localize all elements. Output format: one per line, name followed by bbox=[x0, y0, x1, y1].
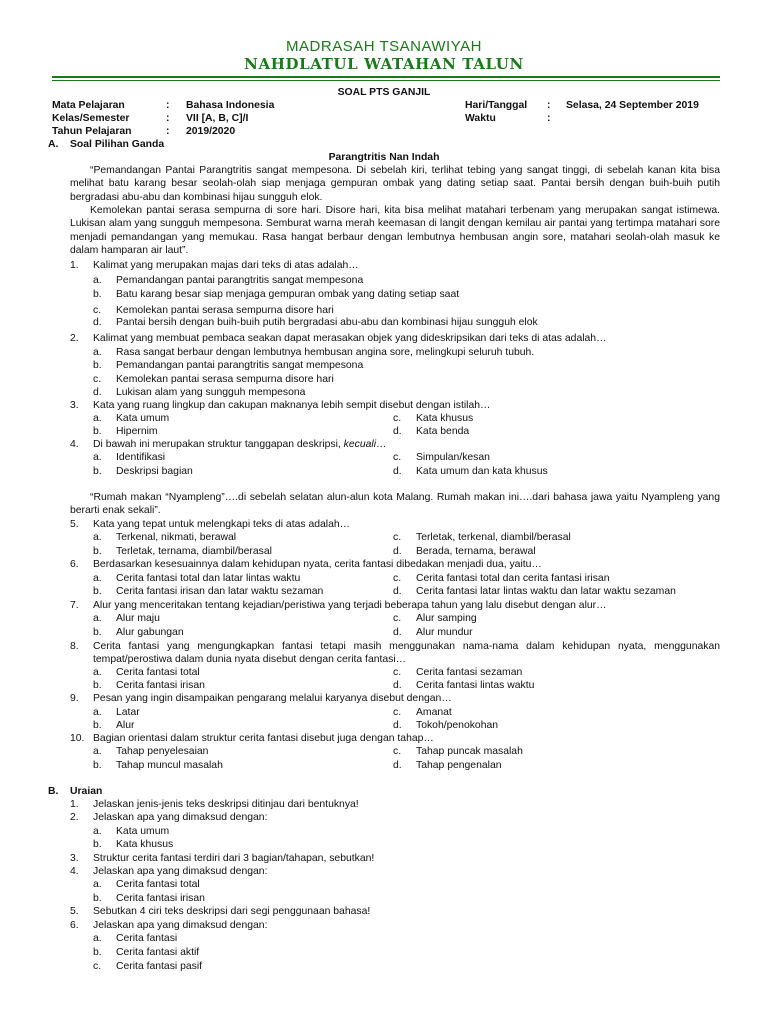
exam-title: SOAL PTS GANJIL bbox=[337, 87, 431, 98]
question-number: 7. bbox=[70, 600, 79, 611]
option-text: Pemandangan pantai parangtritis sangat mempesona bbox=[116, 275, 364, 286]
option-text: Pantai bersih dengan buih-buih putih bergradasi abu-abu dan kombinasi hijau sungguh elok bbox=[116, 317, 538, 328]
option-letter: c. bbox=[93, 374, 102, 385]
option-text: Alur bbox=[116, 720, 135, 731]
question-text: Berdasarkan kesesuainnya dalam kehidupan nyata, cerita fantasi dibedakan menjadi dua, yaitu… bbox=[93, 559, 542, 570]
option-letter: d. bbox=[93, 387, 102, 398]
essay-sub-text: Cerita fantasi bbox=[116, 933, 178, 944]
option-text: Terletak, ternama, diambil/berasal bbox=[116, 546, 272, 557]
option-text: Tahap penyelesaian bbox=[116, 746, 209, 757]
year-value: 2019/2020 bbox=[186, 126, 236, 137]
option-text: Tahap puncak masalah bbox=[416, 746, 523, 757]
option-text: Alur mundur bbox=[416, 627, 473, 638]
option-letter: b. bbox=[93, 546, 102, 557]
option-letter: b. bbox=[93, 720, 102, 731]
option-text: Cerita fantasi sezaman bbox=[416, 667, 523, 678]
option-letter: b. bbox=[93, 680, 102, 691]
colon: : bbox=[547, 113, 551, 124]
option-letter: a. bbox=[93, 613, 102, 624]
essay-sub-letter: b. bbox=[93, 947, 102, 958]
option-letter: d. bbox=[393, 627, 402, 638]
essay-sub-letter: c. bbox=[93, 961, 102, 972]
reading-paragraph-3: “Rumah makan “Nyampleng”….di sebelah selatan alun-alun kota Malang. Rumah makan ini….dari bahasa jawa yaitu Nyampleng yang berarti enak sekali”. bbox=[70, 492, 720, 517]
option-letter: d. bbox=[393, 720, 402, 731]
essay-sub-text: Cerita fantasi pasif bbox=[116, 961, 203, 972]
year-label: Tahun Pelajaran bbox=[52, 126, 132, 137]
date-label: Hari/Tanggal bbox=[465, 100, 528, 111]
option-letter: c. bbox=[93, 305, 102, 316]
essay-text: Struktur cerita fantasi terdiri dari 3 bagian/tahapan, sebutkan! bbox=[93, 853, 375, 864]
essay-text: Jelaskan apa yang dimaksud dengan: bbox=[93, 920, 268, 931]
option-letter: b. bbox=[93, 627, 102, 638]
section-b-title: Uraian bbox=[70, 786, 103, 797]
option-text: Kata khusus bbox=[416, 413, 474, 424]
option-text: Simpulan/kesan bbox=[416, 452, 490, 463]
option-letter: d. bbox=[393, 426, 402, 437]
question-number: 5. bbox=[70, 519, 79, 530]
option-text: Terletak, terkenal, diambil/berasal bbox=[416, 532, 571, 543]
school-name-line1: MADRASAH TSANAWIYAH bbox=[286, 38, 482, 55]
option-text: Hipernim bbox=[116, 426, 158, 437]
essay-sub-letter: b. bbox=[93, 839, 102, 850]
essay-text: Sebutkan 4 ciri teks deskripsi dari segi penggunaan bahasa! bbox=[93, 906, 371, 917]
essay-sub-text: Cerita fantasi irisan bbox=[116, 893, 205, 904]
option-letter: d. bbox=[393, 546, 402, 557]
option-text: Terkenal, nikmati, berawal bbox=[116, 532, 237, 543]
question-number: 2. bbox=[70, 333, 79, 344]
school-name-line2: NAHDLATUL WATAHAN TALUN bbox=[244, 55, 524, 73]
option-text: Tahap muncul masalah bbox=[116, 760, 223, 771]
option-text: Alur samping bbox=[416, 613, 477, 624]
question-text: Alur yang menceritakan tentang kejadian/peristiwa yang terjadi beberapa tahun yang lalu disebut dengan alur… bbox=[93, 600, 607, 611]
option-text: Lukisan alam yang sungguh mempesona bbox=[116, 387, 306, 398]
colon: : bbox=[547, 100, 551, 111]
question-number: 1. bbox=[70, 260, 79, 271]
option-text: Identifikasi bbox=[116, 452, 166, 463]
option-letter: d. bbox=[93, 317, 102, 328]
option-letter: a. bbox=[93, 532, 102, 543]
option-letter: d. bbox=[393, 586, 402, 597]
option-text: Alur maju bbox=[116, 613, 160, 624]
essay-text: Jelaskan apa yang dimaksud dengan: bbox=[93, 812, 268, 823]
option-text: Amanat bbox=[416, 707, 452, 718]
essay-number: 1. bbox=[70, 799, 79, 810]
subject-value: Bahasa Indonesia bbox=[186, 100, 275, 111]
colon: : bbox=[166, 126, 170, 137]
essay-sub-text: Cerita fantasi total bbox=[116, 879, 200, 890]
essay-number: 2. bbox=[70, 812, 79, 823]
option-letter: d. bbox=[393, 760, 402, 771]
essay-sub-letter: b. bbox=[93, 893, 102, 904]
reading-paragraph-2: Kemolekan pantai serasa sempurna di sore hari. Disore hari, kita bisa melihat matahari terbenam yang merupakan sangat istimewa. Lukisan alam yang sungguh mempesona. Semburat warna merah keemasan di langit dengan kemilau air pantai yang tertimpa matahari sore menjadi pemandangan yang memukau. Rasa hangat berbaur dengan lembutnya hembusan angin sore, matahari seolah-olah masuk ke dalam hamparan air laut”. bbox=[70, 205, 720, 256]
option-letter: a. bbox=[93, 347, 102, 358]
time-label: Waktu bbox=[465, 113, 496, 124]
option-text: Pemandangan pantai parangtritis sangat mempesona bbox=[116, 360, 364, 371]
option-text: Kata umum dan kata khusus bbox=[416, 466, 548, 477]
essay-sub-letter: a. bbox=[93, 933, 102, 944]
option-text: Cerita fantasi total bbox=[116, 667, 200, 678]
option-text: Kemolekan pantai serasa sempurna disore hari bbox=[116, 374, 334, 385]
option-letter: c. bbox=[393, 573, 402, 584]
option-text: Latar bbox=[116, 707, 140, 718]
essay-number: 4. bbox=[70, 866, 79, 877]
option-letter: a. bbox=[93, 275, 102, 286]
option-letter: a. bbox=[93, 746, 102, 757]
option-letter: a. bbox=[93, 707, 102, 718]
class-value: VII [A, B, C]/I bbox=[186, 113, 249, 124]
option-text: Cerita fantasi latar lintas waktu dan latar waktu sezaman bbox=[416, 586, 676, 597]
question-number: 10. bbox=[70, 733, 85, 744]
option-text: Tokoh/penokohan bbox=[416, 720, 499, 731]
option-letter: c. bbox=[393, 452, 402, 463]
question-number: 8. bbox=[70, 641, 79, 652]
option-text: Cerita fantasi lintas waktu bbox=[416, 680, 535, 691]
essay-sub-letter: a. bbox=[93, 879, 102, 890]
option-text: Tahap pengenalan bbox=[416, 760, 502, 771]
option-text: Kemolekan pantai serasa sempurna disore hari bbox=[116, 305, 334, 316]
question-text: Di bawah ini merupakan struktur tanggapan deskripsi, kecuali… bbox=[93, 439, 387, 450]
question-text: Pesan yang ingin disampaikan pengarang melalui karyanya disebut dengan… bbox=[93, 693, 452, 704]
option-letter: c. bbox=[393, 532, 402, 543]
option-text: Cerita fantasi total dan cerita fantasi irisan bbox=[416, 573, 610, 584]
question-number: 4. bbox=[70, 439, 79, 450]
option-text: Batu karang besar siap menjaga gempuran ombak yang dating setiap saat bbox=[116, 289, 460, 300]
option-letter: b. bbox=[93, 426, 102, 437]
essay-number: 3. bbox=[70, 853, 79, 864]
option-letter: c. bbox=[393, 667, 402, 678]
header-rule-thick bbox=[52, 76, 720, 78]
essay-number: 5. bbox=[70, 906, 79, 917]
question-text: Kata yang ruang lingkup dan cakupan maknanya lebih sempit disebut dengan istilah… bbox=[93, 400, 491, 411]
header-rule-thin bbox=[52, 80, 720, 81]
reading-paragraph-1: “Pemandangan Pantai Parangtritis sangat mempesona. Di sebelah kiri, terlihat tebing yang sangat tinggi, di sebelah kanan kita bisa melihat batu karang besar seolah-olah siap menjaga gempuran ombak yang dating setiap saat. Pantai bersih dengan buih-buih putih bergradasi abu-abu dan kombinasi hijau sungguh elok. bbox=[70, 165, 720, 203]
option-text: Cerita fantasi irisan dan latar waktu sezaman bbox=[116, 586, 324, 597]
essay-number: 6. bbox=[70, 920, 79, 931]
colon: : bbox=[166, 113, 170, 124]
section-a-letter: A. bbox=[48, 139, 59, 150]
essay-sub-letter: a. bbox=[93, 826, 102, 837]
question-number: 3. bbox=[70, 400, 79, 411]
reading-title: Parangtritis Nan Indah bbox=[328, 152, 440, 163]
emphasis-kecuali: kecuali bbox=[343, 439, 377, 450]
option-letter: c. bbox=[393, 413, 402, 424]
question-text: Kalimat yang membuat pembaca seakan dapat merasakan objek yang dideskripsikan dari teks di atas adalah… bbox=[93, 333, 607, 344]
option-text: Rasa sangat berbaur dengan lembutnya hembusan angina sore, melingkupi seluruh tubuh. bbox=[116, 347, 535, 358]
subject-label: Mata Pelajaran bbox=[52, 100, 125, 111]
option-text: Deskripsi bagian bbox=[116, 466, 193, 477]
option-letter: d. bbox=[393, 466, 402, 477]
question-text: Kalimat yang merupakan majas dari teks di atas adalah… bbox=[93, 260, 359, 271]
option-letter: a. bbox=[93, 573, 102, 584]
option-letter: b. bbox=[93, 586, 102, 597]
option-letter: a. bbox=[93, 667, 102, 678]
question-text: Cerita fantasi yang mengungkapkan fantasi tetapi masih menggunakan nama-nama dalam kehidupan nyata, menggunakan tempat/perostiwa dalam dunia nyata disebut dengan cerita fantasi… bbox=[93, 641, 720, 666]
option-letter: a. bbox=[93, 413, 102, 424]
question-text: Kata yang tepat untuk melengkapi teks di atas adalah… bbox=[93, 519, 351, 530]
option-text: Kata benda bbox=[416, 426, 470, 437]
essay-sub-text: Cerita fantasi aktif bbox=[116, 947, 200, 958]
option-letter: b. bbox=[93, 466, 102, 477]
date-value: Selasa, 24 September 2019 bbox=[566, 100, 699, 111]
class-label: Kelas/Semester bbox=[52, 113, 130, 124]
essay-sub-text: Kata khusus bbox=[116, 839, 174, 850]
question-number: 9. bbox=[70, 693, 79, 704]
option-letter: c. bbox=[393, 613, 402, 624]
option-letter: c. bbox=[393, 746, 402, 757]
option-text: Cerita fantasi irisan bbox=[116, 680, 205, 691]
option-letter: d. bbox=[393, 680, 402, 691]
section-a-title: Soal Pilihan Ganda bbox=[70, 139, 165, 150]
section-b-letter: B. bbox=[48, 786, 59, 797]
option-letter: a. bbox=[93, 452, 102, 463]
question-text: Bagian orientasi dalam struktur cerita fantasi disebut juga dengan tahap… bbox=[93, 733, 434, 744]
option-letter: b. bbox=[93, 760, 102, 771]
essay-text: Jelaskan jenis-jenis teks deskripsi ditinjau dari bentuknya! bbox=[93, 799, 359, 810]
option-letter: c. bbox=[393, 707, 402, 718]
question-number: 6. bbox=[70, 559, 79, 570]
option-text: Kata umum bbox=[116, 413, 170, 424]
essay-text: Jelaskan apa yang dimaksud dengan: bbox=[93, 866, 268, 877]
essay-sub-text: Kata umum bbox=[116, 826, 170, 837]
option-letter: b. bbox=[93, 289, 102, 300]
option-text: Alur gabungan bbox=[116, 627, 184, 638]
option-text: Berada, ternama, berawal bbox=[416, 546, 536, 557]
option-letter: b. bbox=[93, 360, 102, 371]
colon: : bbox=[166, 100, 170, 111]
option-text: Cerita fantasi total dan latar lintas waktu bbox=[116, 573, 301, 584]
